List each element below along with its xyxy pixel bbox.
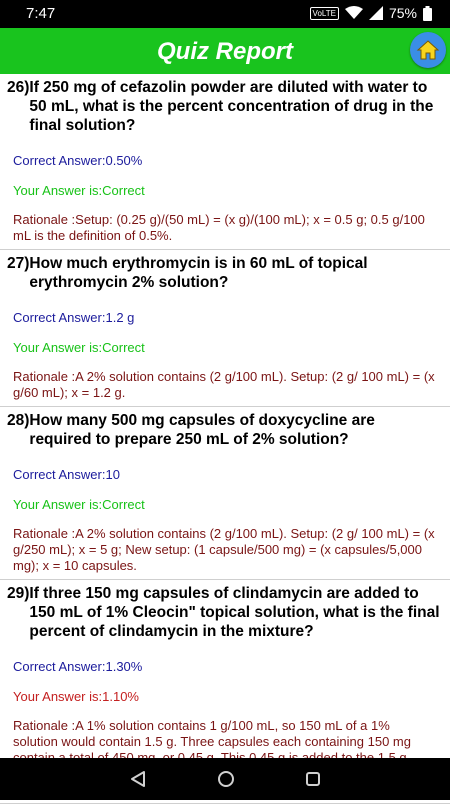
question-number: 28) — [7, 412, 30, 429]
page-title: Quiz Report — [157, 38, 293, 65]
question-text — [7, 584, 440, 641]
navigation-bar — [0, 758, 450, 800]
correct-answer: Correct Answer:1.2 g — [13, 310, 135, 325]
volte-badge: VoLTE — [310, 7, 339, 20]
question-item — [0, 74, 450, 250]
status-icons — [310, 5, 432, 21]
rationale: Rationale :A 1% solution contains 1 g/100 mL, so 150 mL of a 1% solution would contain 1.5 g. Three capsules each containing 150 mg — [13, 718, 411, 749]
recents-icon[interactable] — [305, 771, 321, 787]
status-time: 7:47 — [26, 5, 56, 22]
battery-icon — [423, 6, 432, 21]
home-button[interactable] — [410, 32, 446, 68]
correct-answer: Correct Answer:1.30% — [13, 659, 143, 674]
correct-answer: Correct Answer:0.50% — [13, 153, 143, 168]
question-body: How much erythromycin is in 60 mL of topical erythromycin 2% solution? — [29, 255, 368, 291]
quiz-report-list[interactable] — [0, 74, 450, 758]
rationale: Rationale :A 2% solution contains (2 g/100 mL). Setup: (2 g/ 100 mL) = (x g/250 mL); x = 5 g; New setup: (1 capsule/500 mg) = (x capsules/5,000 mg); x = 10 capsules. — [13, 526, 435, 573]
your-answer: Your Answer is:Correct — [13, 497, 145, 512]
question-text — [7, 411, 440, 449]
question-text — [7, 78, 440, 135]
wifi-icon — [345, 6, 363, 20]
home-icon — [417, 40, 439, 60]
rationale: Rationale :Setup: (0.25 g)/(50 mL) = (x g)/(100 mL); x = 0.5 g; 0.5 g/100 mL is the definition of 0.5%. — [13, 212, 425, 243]
status-bar — [0, 0, 450, 28]
app-header — [0, 28, 450, 74]
your-answer: Your Answer is:Correct — [13, 340, 145, 355]
your-answer: Your Answer is:Correct — [13, 183, 145, 198]
rationale: Rationale :A 2% solution contains (2 g/100 mL). Setup: (2 g/ 100 mL) = (x g/60 mL); x = 1.2 g. — [13, 369, 435, 400]
question-text — [7, 254, 440, 292]
back-icon[interactable] — [129, 770, 147, 788]
question-item — [0, 250, 450, 407]
nav-home-icon[interactable] — [217, 770, 235, 788]
question-number: 29) — [7, 585, 30, 602]
question-body: If three 150 mg capsules of clindamycin are added to 150 mL of 1% Cleocin" topical solution, what is the final percent of clindamycin in the mixture? — [29, 585, 440, 640]
question-item — [0, 407, 450, 580]
question-body: If 250 mg of cefazolin powder are diluted with water to 50 mL, what is the percent concentration of drug in the final solution? — [29, 79, 434, 134]
question-number: 26) — [7, 79, 30, 96]
correct-answer: Correct Answer:10 — [13, 467, 120, 482]
your-answer: Your Answer is:1.10% — [13, 689, 139, 704]
signal-icon — [369, 6, 383, 20]
question-number: 27) — [7, 255, 30, 272]
battery-percent: 75% — [388, 5, 417, 21]
question-body: How many 500 mg capsules of doxycycline are required to prepare 250 mL of 2% solution? — [29, 412, 375, 448]
